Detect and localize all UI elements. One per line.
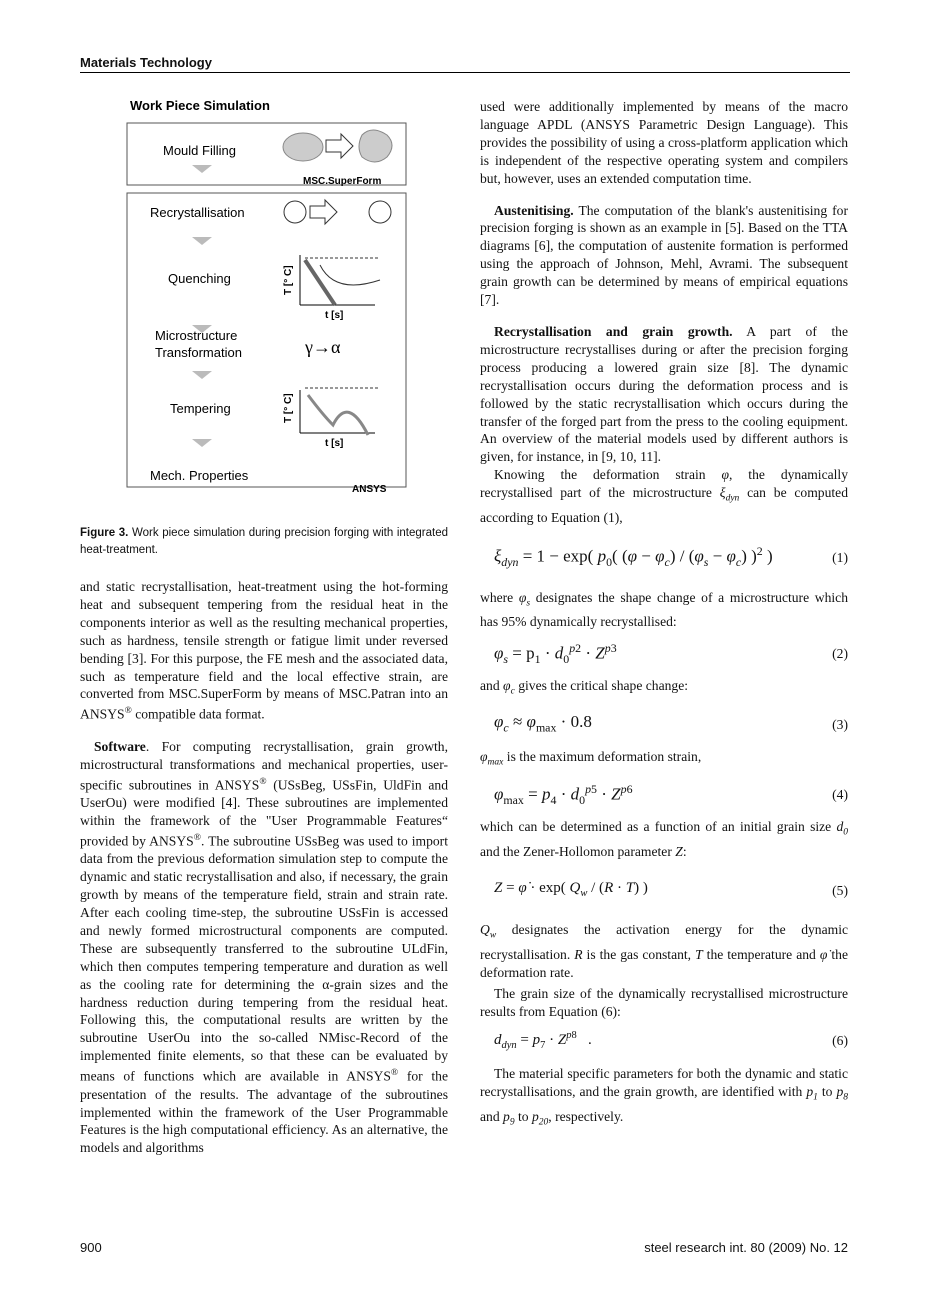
arrow-right-icon — [310, 200, 337, 224]
step-transformation-line1: Microstructure — [155, 328, 238, 343]
grain-fine-icon — [369, 201, 391, 223]
down-arrow-icon — [192, 439, 212, 447]
billet-icon — [283, 133, 323, 161]
down-arrow-icon — [192, 237, 212, 245]
forged-part-icon — [359, 130, 392, 162]
page-number: 900 — [80, 1240, 102, 1255]
figure-3-diagram — [80, 95, 448, 505]
label-superform: MSC.SuperForm — [303, 176, 382, 187]
quench-axis-y-label: T [° C] — [283, 265, 294, 295]
paragraph: The grain size of the dynamically recrystallised microstructure results from Equation (6): — [480, 986, 848, 1020]
paragraph: Knowing the deformation strain φ, the dynamically recrystallised part of the microstructure $\xi_{dyn}$ can be computed according to Equation (1), — [480, 467, 849, 525]
left-column — [80, 578, 448, 1157]
figure-3 — [80, 95, 448, 505]
journal-citation: steel research int. 80 (2009) No. 12 — [644, 1240, 848, 1255]
down-arrow-icon — [192, 165, 212, 173]
journal-section-header: Materials Technology — [80, 55, 212, 70]
temper-curve — [308, 395, 368, 435]
equation-5: Z = φ̇ · exp( $Q_w / (R \cdot T)$ ) (5) — [494, 879, 848, 899]
header-rule — [80, 72, 850, 73]
right-column — [480, 98, 848, 1132]
paragraph: and static recrystallisation, heat-treatment using the hot-forming heat and subsequent tempering from the residual heat in the components interior as well as the resulting mechanical properties, such as hardness, tensile strength or fatigue limit under reversed bending [3]. For this purpose, the FE mesh and the associated data, such as temperature field and the local effective strain, are converted from MSC.SuperForm by means of MSC.Patran into an ANSYS® compatible data format. — [80, 579, 448, 722]
figure-title: Work Piece Simulation — [130, 98, 270, 113]
arrow-right-icon — [326, 134, 353, 158]
step-transformation-line2: Transformation — [155, 345, 242, 360]
grain-coarse-icon — [284, 201, 306, 223]
figure-caption: Figure 3. Work piece simulation during precision forging with integrated heat-treatment. — [80, 527, 448, 556]
paragraph-recrystallisation: Recrystallisation and grain growth. A part of the microstructure recrystallises during or after the precision forging process producing a lowered grain size [8]. The dynamic recrystallisation occurs during the deformation process and is followed by the static recrystallisation which occurs during the transfer of the forged part from the press to the cooling equipment. An overview of the material models used by different authors is given, for instance, in [9, 10, 11]. — [480, 323, 848, 465]
equation-6: $d_{dyn} = p_7 \cdot Z^{p8}$ . (6) — [494, 1030, 848, 1052]
paragraph: where $\varphi_s$ designates the shape change of a microstructure which has 95% dynamically recrystallised: — [480, 589, 848, 630]
step-quenching: Quenching — [168, 271, 231, 286]
step-mould-filling: Mould Filling — [163, 143, 236, 158]
down-arrow-icon — [192, 371, 212, 379]
quench-ttt-curve — [320, 265, 380, 285]
transformation-symbol: γ→α — [305, 337, 341, 357]
paragraph: The material specific parameters for both the dynamic and static recrystallisations, and the grain growth, are identified with $p_1$ to $p_8$ and $p_9$ to $p_{20}$, respectively. — [480, 1066, 848, 1128]
paragraph: $\varphi_{max}$ is the maximum deformation strain, — [480, 748, 702, 768]
step-tempering: Tempering — [170, 401, 231, 416]
equation-4: $\varphi_{max} = p_4 \cdot d_0^{p5} \cdot Z^{p6}$ (4) — [494, 781, 848, 807]
temper-axis-x-label: t [s] — [325, 438, 344, 449]
paragraph: and $\varphi_c$ gives the critical shape change: — [480, 678, 689, 697]
equation-3: $\varphi_c \approx \varphi_{max} \cdot 0.8$ (3) — [494, 711, 848, 735]
quench-axis-x-label: t [s] — [325, 310, 344, 321]
paragraph-austenitising: Austenitising. The computation of the blank's austenitising for precision forging is shown as an example in [5]. Based on the TTA diagrams [6], the computation of austenite formation is performed using the approach of Johnson, Mehl, Avrami. The subsequent grain growth can be determined by means of empirical equations [7]. — [480, 202, 848, 308]
paragraph-software: Software. For computing recrystallisation, grain growth, microstructural transformations and mechanical properties, user-specific subroutines in ANSYS® (USsBeg, USsFin, UldFin and UserOu) were modified [4]. These subroutines are implemented within the framework of the "User Programmable Features“ provided by ANSYS®. The subroutine USsBeg was used to import data from the previous deformation simulation step to compute the dynamic and static recrystallisation and also, if necessary, the grain growth by means of the temperature field, strain and strain rate. After each cooling time-step, the subroutine USsFin is accessed and newly formed microstructural components are computed. These are subsequently transferred to the subroutine ULdFin, which then computes tempering temperature and duration as well as the cooling rate for determining the α-grain sizes and the hardness reduction during tempering from the residual heat. Following this, the computational results are written by the subroutine UserOu into the so-called NMisc-Record of the implemented finite elements, so that these can be evaluated by means of functions which are available in ANSYS® for the presentation of the results. The advantage of the subroutines implemented within the framework of the User Programmable Features is the high computational efficiency. As an alternative, the models and algorithms — [80, 738, 449, 1156]
paragraph: which can be determined as a function of an initial grain size $d_0$ and the Zener-Hollomon parameter Z: — [480, 819, 848, 860]
temper-axis-y-label: T [° C] — [283, 393, 294, 423]
quench-cooling-curve — [305, 260, 335, 305]
paragraph: used were additionally implemented by means of the macro language APDL (ANSYS Parametric Design Language). This provides the possibility of using a cross-platform application which is independent of the respective operating system and compilers but, however, uses an extended computation time. — [480, 99, 848, 186]
step-recrystallisation: Recrystallisation — [150, 205, 245, 220]
equation-2: $\varphi_s = p_1 \cdot d_0^{p2} \cdot Z^{p3}$ (2) — [494, 640, 848, 666]
step-mech-properties: Mech. Properties — [150, 468, 249, 483]
equation-1: $\xi_{dyn} = 1 - \exp$( $p_0$( $(\varphi - \varphi_c) / (\varphi_s - \varphi_c)$ )$^2$ ) (1) — [494, 544, 848, 570]
paragraph: $Q_w$ designates the activation energy for the dynamic recrystallisation. R is the gas constant, T the temperature and φ̇ the deformation rate. — [480, 921, 848, 980]
label-ansys: ANSYS — [352, 484, 387, 495]
